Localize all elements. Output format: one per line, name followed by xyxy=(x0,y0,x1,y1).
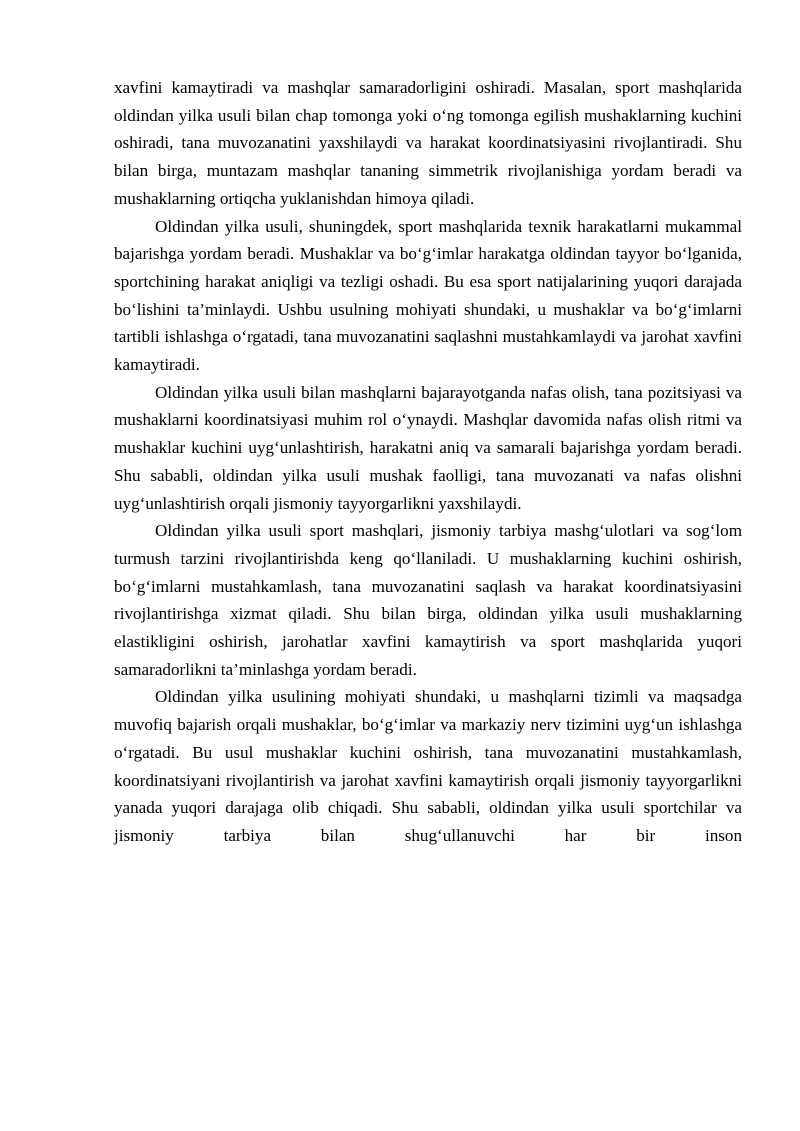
paragraph-5: Oldindan yilka usulining mohiyati shundaki, u mashqlarni tizimli va maqsadga muvofiq bajarish orqali mushaklar, bo‘g‘imlar va markaziy nerv tizimini uyg‘un ishlashga o‘rgatadi. Bu usul mushaklar kuchini oshirish, tana muvozanatini mustahkamlash, koordinatsiyani rivojlantirish va jarohat xavfini kamaytirish orqali jismoniy tayyorgarlikni yanada yuqori darajaga olib chiqadi. Shu sababli, oldindan yilka usuli sportchilar va jismoniy tarbiya bilan shug‘ullanuvchi har bir inson xyxy=(114,687,742,845)
paragraph-1: xavfini kamaytiradi va mashqlar samaradorligini oshiradi. Masalan, sport mashqlarida oldindan yilka usuli bilan chap tomonga yoki o‘ng tomonga egilish mushaklarning kuchini oshiradi, tana muvozanatini yaxshilaydi va harakat koordinatsiyasini rivojlantiradi. Shu bilan birga, muntazam mashqlar tananing simmetrik rivojlanishiga yordam beradi va mushaklarning ortiqcha yuklanishdan himoya qiladi. xyxy=(114,78,742,208)
paragraph-2: Oldindan yilka usuli, shuningdek, sport mashqlarida texnik harakatlarni mukammal bajarishga yordam beradi. Mushaklar va bo‘g‘imlar harakatga oldindan tayyor bo‘lganida, sportchining harakat aniqligi va tezligi oshadi. Bu esa sport natijalarining yuqori darajada bo‘lishini ta’minlaydi. Ushbu usulning mohiyati shundaki, u mushaklar va bo‘g‘imlarni tartibli ishlashga o‘rgatadi, tana muvozanatini saqlashni mustahkamlaydi va jarohat xavfini kamaytiradi. xyxy=(114,216,742,375)
paragraph-3: Oldindan yilka usuli bilan mashqlarni bajarayotganda nafas olish, tana pozitsiyasi va mushaklarni koordinatsiyasi muhim rol o‘ynaydi. Mashqlar davomida nafas olish ritmi va mushaklar kuchini uyg‘unlashtirish, harakatni aniq va samarali bajarishga yordam beradi. Shu sababli, oldindan yilka usuli mushak faolligi, tana muvozanati va nafas olishni uyg‘unlashtirish orqali jismoniy tayyorgarlikni yaxshilaydi. xyxy=(114,382,742,513)
paragraph-4: Oldindan yilka usuli sport mashqlari, jismoniy tarbiya mashg‘ulotlari va sog‘lom turmush tarzini rivojlantirishda keng qo‘llaniladi. U mushaklarning kuchini oshirish, bo‘g‘imlarni mustahkamlash, tana muvozanatini saqlash va harakat koordinatsiyasini rivojlantirishga xizmat qiladi. Shu bilan birga, oldindan yilka usuli mushaklarning elastikligini oshirish, jarohatlar xavfini kamaytirish va sport mashqlarida yuqori samaradorlikni ta’minlashga yordam beradi. xyxy=(114,521,742,679)
document-page xyxy=(114,74,742,850)
